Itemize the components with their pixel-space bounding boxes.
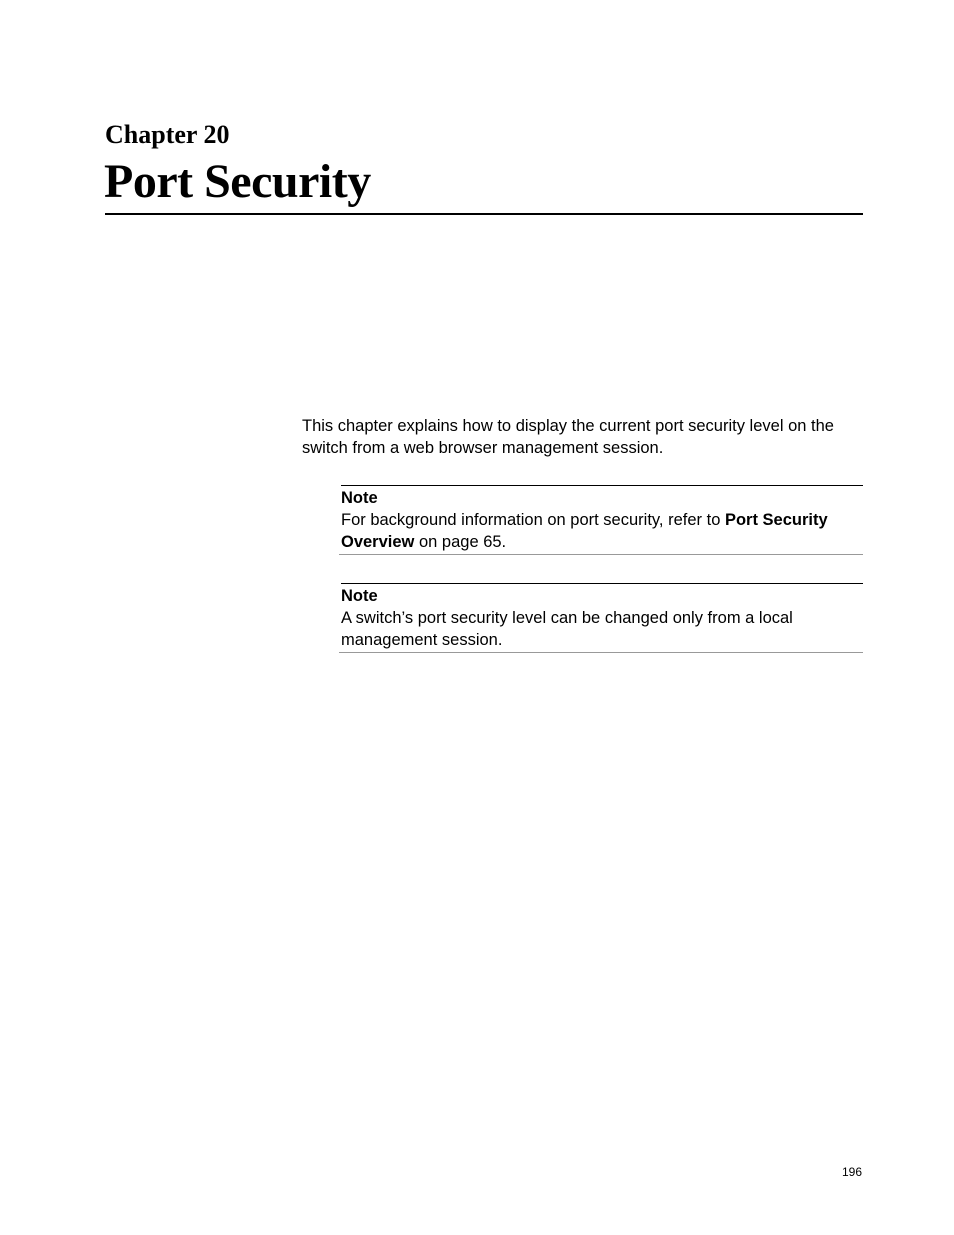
note-box bbox=[339, 485, 863, 555]
page-number: 196 bbox=[841, 1165, 862, 1179]
note-body bbox=[339, 584, 863, 652]
note-text: A switch’s port security level can be changed only from a local management session. bbox=[341, 609, 793, 649]
note-text-after: on page 65. bbox=[414, 533, 507, 551]
note-text-before: For background information on port security, refer to bbox=[341, 511, 725, 529]
note-body bbox=[339, 486, 863, 554]
note-bottom-rule bbox=[339, 652, 863, 653]
cross-reference-link[interactable]: Port Security Overview bbox=[341, 511, 828, 551]
note-box bbox=[339, 583, 863, 653]
title-rule bbox=[105, 213, 863, 215]
note-text bbox=[341, 511, 828, 551]
intro-paragraph: This chapter explains how to display the current port security level on the switch from a web browser management session. bbox=[302, 417, 834, 457]
note-bottom-rule bbox=[339, 554, 863, 555]
chapter-label: Chapter 20 bbox=[105, 120, 230, 149]
page-title: Port Security bbox=[104, 155, 371, 208]
note-heading: Note bbox=[341, 587, 378, 605]
note-heading: Note bbox=[341, 489, 378, 507]
